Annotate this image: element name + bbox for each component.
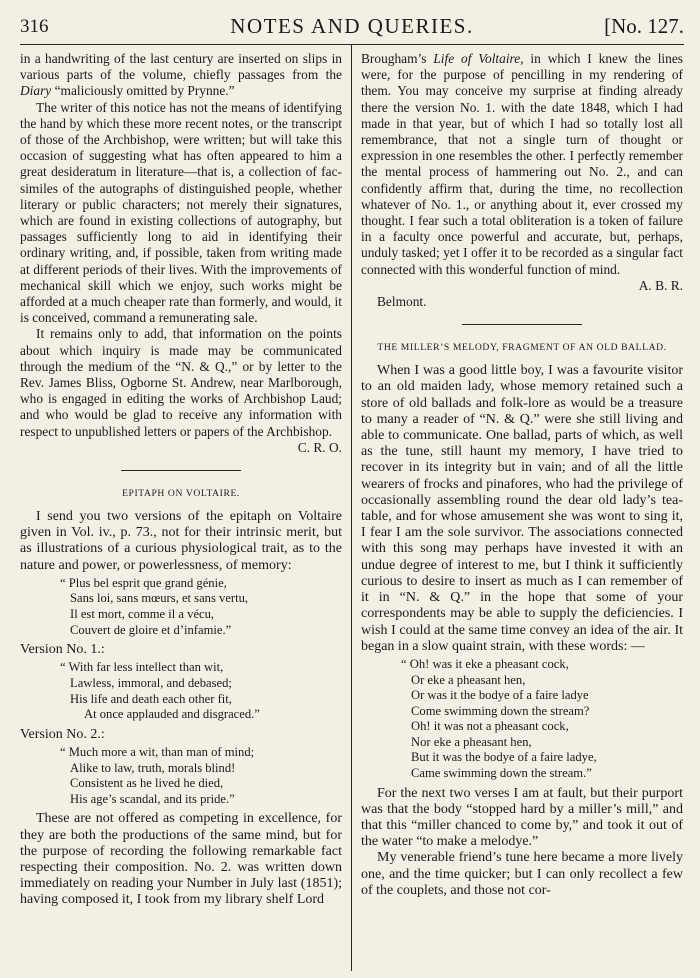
- verse-line: Il est mort, comme il a vécu,: [70, 607, 215, 622]
- verse-line: His age’s scandal, and its pride.”: [70, 791, 235, 806]
- left-column: [20, 45, 351, 971]
- paragraph: Brougham’s Life of Voltaire, in which I knew the lines were, for the purpose of pencilling in my rendering of them. You may conceive my surprise at finding already there the version No. 1. with the date 1848, which I had made in that year, but of which I had so totally lost all remembrance, that not a single turn of thought or expression in one resembles the other. I perfectly remember the mental process of hammering out No. 2., and can confidently affirm that, during the time, no recollection whatever of No. 1., or anything about it, ever crossed my thought. I fear such a total obliteration is a token of failure in a faculty once powerful and accurate, but, perhaps, unduly tasked; yet I offer it to be recorded as a singular fact connected with this wonderful function of mind.: [361, 51, 683, 277]
- verse-version-2: [20, 745, 342, 807]
- verse-line: “ Plus bel esprit que grand génie,: [60, 575, 227, 590]
- paragraph: These are not offered as competing in excellence, for they are both the productions of the same mind, but for the purpose of recording the following remarkable fact respecting their composition. No. 2. was written down immediately on reading your Number in July last (1851); having composed it, I took from my library shelf Lord: [20, 811, 342, 908]
- paragraph: I send you two versions of the epitaph on Voltaire given in Vol. iv., p. 73., not for their intrinsic merit, but as illustrations of a curious physiological trait, as to the nature and power, or powerlessness, of memory:: [20, 509, 342, 573]
- right-column: [352, 45, 683, 971]
- verse-line: Alike to law, truth, morals blind!: [70, 760, 236, 775]
- verse-line: Couvert de gloire et d’infamie.”: [70, 622, 232, 637]
- verse-line: Come swimming down the stream?: [411, 703, 590, 718]
- verse-line: Came swimming down the stream.”: [411, 766, 592, 781]
- verse-french: [20, 576, 342, 638]
- verse-version-1: [20, 660, 342, 722]
- signature: C. R. O.: [297, 439, 342, 455]
- paragraph: When I was a good little boy, I was a favourite visitor to an old maiden lady, whose memory retained such a store of old ballads and folk-lore as would be a treasure to many a reader of “N. & Q.” were she still living and able to communicate. One ballad, parts of which, as well as the tune, still haunt my memory, I have tried to recover in its integrity but in vain; and of all the little wearers of frocks and pinafores, who had the privilege of occasionally assembling round the dear old lady’s tea-table, and for whose amusement she was wont to sing it, I fear I am the sole survivor. The associations connected with this song may perhaps have invested it with an undue degree of interest to me, but I think it sufficiently curious to desire to insert as much as I can remember of it in “N. & Q.” in the hope that some of your correspondents may be able to supply the deficiencies. I wish I could at the same time convey an idea of the air. It began in a slow quaint strain, with these words: —: [361, 363, 683, 654]
- issue-number: [No. 127.: [604, 14, 684, 38]
- section-heading: THE MILLER’S MELODY, FRAGMENT OF AN OLD BALLAD.: [377, 342, 667, 354]
- paragraph: It remains only to add, that information on the points about which inquiry is made may be communicated through the medium of the “N. & Q.,” or by letter to the Rev. James Bliss, Ogborne St. Andrew, near Marlborough, who is engaged in editing the works of Archbishop Laud; and who would be glad to receive any information with respect to unpublished letters or papers of the Archbishop.: [20, 326, 342, 439]
- paragraph: The writer of this notice has not the means of identifying the hand by which these more recent notes, or the transcript of those of the Archbishop, were written; but will take this occasion of suggesting what has often appeared to him a great desideratum in literature—that is, a collection of fac-similes of the autographs of distinguished people, whether literary or public characters; not merely their signatures, which are found in existing collections of autography, but passages sufficiently long to aid in identifying their ordinary writing, and, if possible, taken from writing made at different periods of their lives. With the improvements of mechanical skill which we enjoy, such works might be afforded at a much cheaper rate than formerly, and would, it is conceived, command a remunerating sale.: [20, 99, 342, 326]
- verse-line: “ Oh! was it eke a pheasant cock,: [401, 656, 569, 671]
- page-number: 316: [20, 16, 49, 37]
- running-header: [20, 10, 684, 45]
- verse-line: Nor eke a pheasant hen,: [411, 734, 532, 749]
- verse-line: Sans loi, sans mœurs, et sans vertu,: [70, 591, 249, 606]
- verse-line: Or was it the bodye of a faire ladye: [411, 688, 589, 703]
- place-name: Belmont.: [377, 294, 427, 310]
- verse-line: At once applauded and disgraced.”: [84, 707, 260, 722]
- paragraph: For the next two verses I am at fault, but their purport was that the body “stopped hard by a miller’s mill,” and that this “miller chanced to come by,” and took it out of the water “to make a melodye.”: [361, 785, 683, 850]
- verse-line: His life and death each other fit,: [70, 691, 232, 706]
- verse-line: Consistent as he lived he died,: [70, 776, 224, 791]
- verse-line: But it was the bodye of a faire ladye,: [411, 750, 597, 765]
- journal-title: NOTES AND QUERIES.: [230, 14, 474, 38]
- verse-line: Or eke a pheasant hen,: [411, 672, 526, 687]
- verse-line: Oh! it was not a pheasant cock,: [411, 719, 569, 734]
- signature: A. B. R.: [638, 277, 683, 293]
- version-label: Version No. 1.:: [20, 642, 105, 658]
- section-divider: [462, 324, 582, 325]
- version-label: Version No. 2.:: [20, 726, 105, 742]
- verse-line: “ Much more a wit, than man of mind;: [60, 745, 255, 760]
- verse-line: “ With far less intellect than wit,: [60, 660, 224, 675]
- verse-line: Lawless, immoral, and debased;: [70, 676, 232, 691]
- paragraph: My venerable friend’s tune here became a more lively one, and the time quicker; but I can only recollect a few of the couplets, and those not cor-: [361, 850, 683, 898]
- paragraph: in a handwriting of the last century are inserted on slips in various parts of the volume, chiefly passages from the Diary “maliciously omitted by Prynne.”: [20, 51, 342, 99]
- ballad-verse: [361, 657, 683, 782]
- section-divider: [121, 470, 241, 471]
- two-column-body: [20, 45, 684, 971]
- section-heading: EPITAPH ON VOLTAIRE.: [122, 488, 240, 500]
